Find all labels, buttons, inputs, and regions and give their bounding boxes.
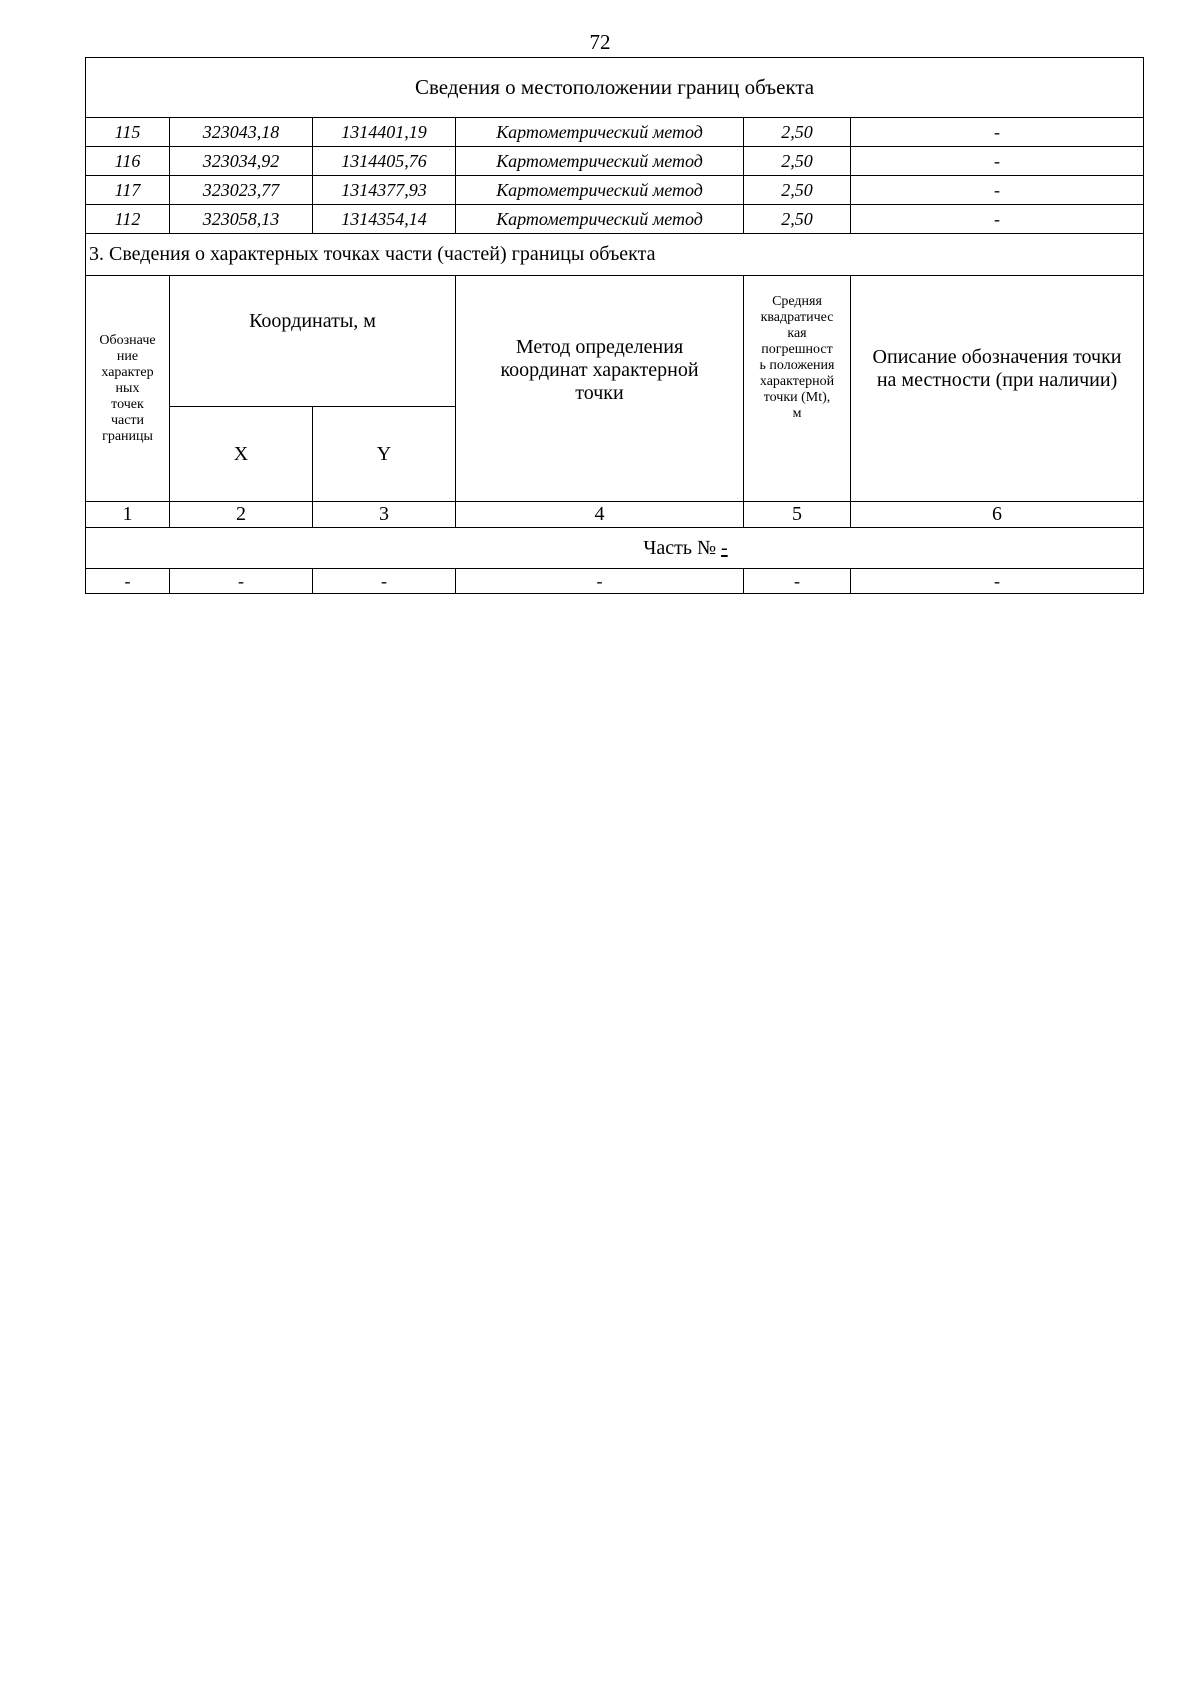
boundary-table — [85, 57, 1144, 594]
mt-value: 2,50 — [744, 118, 851, 147]
table-row — [86, 569, 1144, 594]
mt-value: 2,50 — [744, 176, 851, 205]
mt-value: 2,50 — [744, 147, 851, 176]
header-text: Средняя — [772, 294, 822, 309]
coord-y: 1314405,76 — [313, 147, 456, 176]
mt-value: 2,50 — [744, 205, 851, 234]
method: Картометрический метод — [456, 118, 744, 147]
point-number: 117 — [86, 176, 170, 205]
header-text: ь положения — [759, 358, 835, 373]
section-3-title: 3. Сведения о характерных точках части (частей) границы объекта — [86, 234, 1144, 276]
page-number: 72 — [589, 30, 611, 54]
method: Картометрический метод — [456, 176, 744, 205]
column-number: 2 — [170, 502, 313, 528]
coord-x: - — [170, 569, 313, 594]
header-text: точки — [575, 382, 624, 404]
column-numbers-row — [86, 502, 1144, 528]
header-text: м — [792, 406, 802, 421]
header-text: ных — [115, 380, 140, 396]
part-number: - — [721, 536, 728, 559]
header-text: Описание обозначения точки — [872, 346, 1122, 368]
description: - — [851, 118, 1144, 147]
header-text: квадратичес — [760, 310, 834, 325]
coord-y: 1314377,93 — [313, 176, 456, 205]
header-method — [456, 276, 744, 502]
point-number: - — [86, 569, 170, 594]
table-title: Сведения о местоположении границ объекта — [86, 58, 1144, 118]
method: Картометрический метод — [456, 147, 744, 176]
coord-x: 323058,13 — [170, 205, 313, 234]
method: Картометрический метод — [456, 205, 744, 234]
table-row — [86, 147, 1144, 176]
header-text: Метод определения — [515, 336, 684, 358]
description: - — [851, 147, 1144, 176]
header-text: характер — [101, 364, 154, 380]
coord-y: 1314354,14 — [313, 205, 456, 234]
table-row — [86, 118, 1144, 147]
table-row — [86, 205, 1144, 234]
header-text: Обозначе — [99, 332, 156, 348]
coord-x: 323034,92 — [170, 147, 313, 176]
header-y: Y — [313, 407, 456, 502]
header-x: X — [170, 407, 313, 502]
part-label: Часть № — [643, 536, 717, 559]
column-number: 4 — [456, 502, 744, 528]
header-text: погрешност — [761, 342, 833, 357]
header-coordinates: Координаты, м — [170, 276, 456, 407]
header-text: точки (Mt), — [763, 390, 831, 405]
mt-value: - — [744, 569, 851, 594]
coord-x: 323043,18 — [170, 118, 313, 147]
header-description — [851, 276, 1144, 502]
column-number: 1 — [86, 502, 170, 528]
header-text: характерной — [759, 374, 835, 389]
point-number: 115 — [86, 118, 170, 147]
point-number: 116 — [86, 147, 170, 176]
part-heading — [86, 528, 1144, 569]
coord-y: - — [313, 569, 456, 594]
description: - — [851, 176, 1144, 205]
header-text: координат характерной — [500, 359, 699, 381]
column-number: 3 — [313, 502, 456, 528]
description: - — [851, 569, 1144, 594]
header-text: точек — [111, 396, 144, 412]
header-mean-square-error — [744, 276, 851, 502]
header-point-designation — [86, 276, 170, 502]
header-text: части — [110, 412, 145, 428]
header-text: границы — [102, 428, 153, 444]
description: - — [851, 205, 1144, 234]
table-row — [86, 176, 1144, 205]
method: - — [456, 569, 744, 594]
column-number: 5 — [744, 502, 851, 528]
coord-x: 323023,77 — [170, 176, 313, 205]
header-text: на местности (при наличии) — [876, 369, 1118, 391]
column-number: 6 — [851, 502, 1144, 528]
point-number: 112 — [86, 205, 170, 234]
header-text: кая — [787, 326, 807, 341]
header-text: ние — [116, 348, 139, 364]
coord-y: 1314401,19 — [313, 118, 456, 147]
